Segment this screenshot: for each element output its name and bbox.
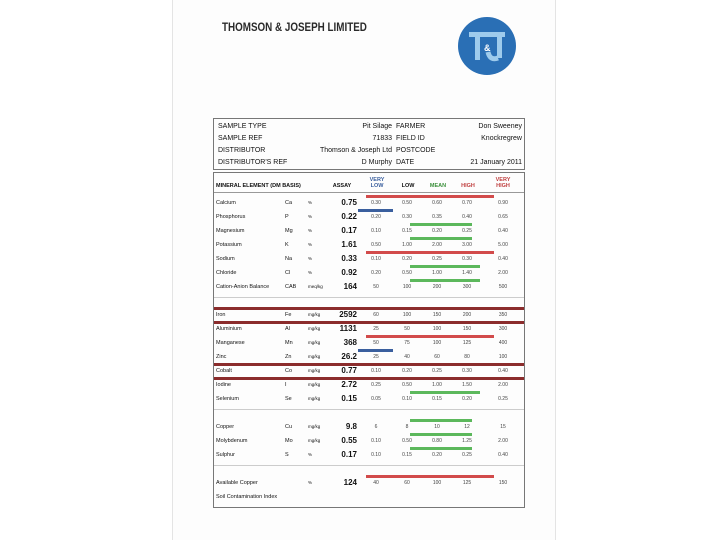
threshold-value: 0.20: [371, 214, 381, 220]
threshold-value: 0.65: [498, 214, 508, 220]
threshold-value: 2.00: [498, 382, 508, 388]
element-symbol: Se: [285, 396, 292, 402]
assay-value: 0.92: [341, 268, 357, 277]
element-symbol: Na: [285, 256, 293, 262]
table-row: [214, 351, 524, 363]
threshold-value: 0.70: [462, 200, 472, 206]
info-value-2: Knockregrew: [481, 135, 522, 142]
element-symbol: Cl: [285, 270, 291, 276]
table-row: [214, 323, 524, 335]
threshold-value: 300: [462, 284, 472, 290]
threshold-value: 0.10: [371, 368, 381, 374]
info-row: [214, 145, 524, 157]
col-high: HIGH: [461, 183, 475, 189]
threshold-value: 0.40: [498, 228, 508, 234]
info-row: [214, 157, 524, 169]
info-label-2: FARMER: [396, 123, 426, 130]
threshold-value: 80: [464, 354, 470, 360]
threshold-value: 150: [498, 480, 508, 486]
section-rule: [214, 465, 524, 466]
threshold-value: 50: [373, 340, 379, 346]
threshold-value: 50: [373, 284, 379, 290]
threshold-value: 100: [432, 326, 442, 332]
info-value: Thomson & Joseph Ltd: [320, 147, 392, 154]
table-row: [214, 449, 524, 461]
element-symbol: Mo: [285, 438, 293, 444]
threshold-value: 60: [373, 312, 379, 318]
threshold-value: 0.80: [432, 438, 442, 444]
threshold-value: 5.00: [498, 242, 508, 248]
table-row: [214, 421, 524, 433]
assay-value: 1131: [339, 324, 357, 333]
company-logo: [457, 16, 517, 76]
table-row: [214, 239, 524, 251]
element-symbol: CAB: [285, 284, 297, 290]
threshold-value: 0.10: [371, 438, 381, 444]
element-name: Iodine: [216, 382, 231, 388]
element-symbol: I: [285, 382, 287, 388]
threshold-value: 0.25: [462, 228, 472, 234]
info-row: [214, 121, 524, 133]
assay-value: 0.22: [341, 212, 357, 221]
assay-value: 1.61: [341, 240, 357, 249]
threshold-value: 0.40: [498, 452, 508, 458]
table-row: [214, 309, 524, 321]
table-row: [214, 477, 524, 489]
info-label: SAMPLE REF: [218, 135, 263, 142]
threshold-value: 500: [498, 284, 508, 290]
threshold-value: 0.30: [402, 214, 412, 220]
assay-value: 2.72: [341, 380, 357, 389]
threshold-value: 0.10: [371, 228, 381, 234]
info-label: SAMPLE TYPE: [218, 123, 267, 130]
info-label-2: POSTCODE: [396, 147, 436, 154]
threshold-value: 50: [404, 326, 410, 332]
assay-value: 0.17: [341, 226, 357, 235]
element-name: Cobalt: [216, 368, 232, 374]
threshold-value: 25: [373, 354, 379, 360]
element-unit: %: [308, 452, 313, 457]
info-row: [214, 133, 524, 145]
element-name: Selenium: [216, 396, 239, 402]
table-row: [214, 393, 524, 405]
element-symbol: Mn: [285, 340, 293, 346]
threshold-value: 1.25: [462, 438, 472, 444]
element-name: Sulphur: [216, 452, 235, 458]
threshold-value: 6: [374, 424, 378, 430]
element-unit: %: [308, 270, 313, 275]
assay-value: 26.2: [341, 352, 357, 361]
info-label: DISTRIBUTOR: [218, 147, 266, 154]
threshold-value: 0.15: [402, 452, 412, 458]
element-unit: meq/kg: [308, 284, 323, 289]
threshold-value: 0.15: [432, 396, 442, 402]
info-label-2: FIELD ID: [396, 135, 425, 142]
threshold-value: 0.20: [402, 368, 412, 374]
mineral-table: [213, 172, 525, 508]
threshold-value: 1.00: [402, 242, 412, 248]
threshold-value: 0.90: [498, 200, 508, 206]
threshold-value: 100: [432, 340, 442, 346]
col-very-low: VERY LOW: [369, 177, 385, 189]
sample-info-box: [213, 118, 525, 170]
element-unit: %: [308, 256, 313, 261]
threshold-value: 1.40: [462, 270, 472, 276]
element-symbol: Mg: [285, 228, 293, 234]
info-value: D Murphy: [361, 159, 392, 166]
element-unit: mg/kg: [308, 424, 321, 429]
info-value: 71833: [372, 135, 392, 142]
assay-value: 2592: [339, 310, 357, 319]
element-unit: %: [308, 242, 313, 247]
company-name: THOMSON & JOSEPH LIMITED: [222, 20, 367, 34]
assay-value: 164: [343, 282, 357, 291]
threshold-value: 400: [498, 340, 508, 346]
element-name: Aluminium: [216, 326, 242, 332]
assay-value: 368: [343, 338, 357, 347]
table-row: [214, 379, 524, 391]
threshold-value: 2.00: [498, 438, 508, 444]
element-unit: mg/kg: [308, 438, 321, 443]
element-symbol: Fe: [285, 312, 292, 318]
threshold-value: 0.25: [432, 256, 442, 262]
table-row: [214, 197, 524, 209]
element-unit: mg/kg: [308, 312, 321, 317]
threshold-value: 0.30: [462, 368, 472, 374]
threshold-value: 1.00: [432, 270, 442, 276]
element-unit: %: [308, 228, 313, 233]
assay-value: 0.33: [341, 254, 357, 263]
threshold-value: 125: [462, 480, 472, 486]
threshold-value: 1.00: [432, 382, 442, 388]
threshold-value: 0.40: [462, 214, 472, 220]
threshold-value: 200: [432, 284, 442, 290]
element-name: Manganese: [216, 340, 245, 346]
threshold-value: 60: [434, 354, 440, 360]
col-low: LOW: [401, 183, 415, 189]
element-unit: mg/kg: [308, 382, 321, 387]
assay-value: 124: [343, 478, 357, 487]
table-row: [214, 365, 524, 377]
element-name: Molybdenum: [216, 438, 248, 444]
element-unit: mg/kg: [308, 396, 321, 401]
threshold-value: 12: [464, 424, 470, 430]
threshold-value: 0.40: [498, 368, 508, 374]
element-name: Zinc: [216, 354, 227, 360]
col-mean: MEAN: [429, 183, 447, 189]
assay-value: 0.75: [341, 198, 357, 207]
element-name: Soil Contamination Index: [216, 494, 278, 500]
threshold-value: 0.25: [371, 382, 381, 388]
threshold-value: 0.30: [371, 200, 381, 206]
threshold-value: 0.20: [402, 256, 412, 262]
threshold-value: 100: [402, 284, 412, 290]
threshold-value: 0.10: [402, 396, 412, 402]
threshold-value: 0.20: [462, 396, 472, 402]
threshold-value: 0.40: [498, 256, 508, 262]
element-unit: mg/kg: [308, 368, 321, 373]
threshold-value: 125: [462, 340, 472, 346]
threshold-value: 0.25: [498, 396, 508, 402]
threshold-value: 0.10: [371, 452, 381, 458]
threshold-value: 350: [498, 312, 508, 318]
element-symbol: Zn: [285, 354, 292, 360]
threshold-value: 0.25: [462, 452, 472, 458]
threshold-value: 0.20: [432, 452, 442, 458]
table-row: [214, 225, 524, 237]
threshold-value: 150: [432, 312, 442, 318]
table-row: [214, 211, 524, 223]
info-label: DISTRIBUTOR'S REF: [218, 159, 288, 166]
element-name: Sodium: [216, 256, 235, 262]
threshold-value: 150: [462, 326, 472, 332]
info-value: Pit Silage: [362, 123, 392, 130]
table-row: [214, 253, 524, 265]
element-unit: mg/kg: [308, 354, 321, 359]
threshold-value: 0.60: [432, 200, 442, 206]
threshold-value: 60: [404, 480, 410, 486]
threshold-value: 0.50: [402, 438, 412, 444]
table-row: [214, 491, 524, 503]
threshold-value: 1.50: [462, 382, 472, 388]
element-unit: mg/kg: [308, 326, 321, 331]
threshold-value: 0.25: [432, 368, 442, 374]
threshold-value: 25: [373, 326, 379, 332]
threshold-value: 0.50: [402, 270, 412, 276]
element-unit: mg/kg: [308, 340, 321, 345]
threshold-value: 0.10: [371, 256, 381, 262]
threshold-value: 40: [404, 354, 410, 360]
assay-value: 0.15: [341, 394, 357, 403]
element-name: Available Copper: [216, 480, 258, 486]
section-rule: [214, 409, 524, 410]
section-rule: [214, 297, 524, 298]
element-name: Magnesium: [216, 228, 245, 234]
table-row: [214, 435, 524, 447]
element-name: Copper: [216, 424, 235, 430]
threshold-value: 0.50: [402, 382, 412, 388]
threshold-value: 15: [500, 424, 506, 430]
table-row: [214, 267, 524, 279]
threshold-value: 200: [462, 312, 472, 318]
threshold-value: 75: [404, 340, 410, 346]
threshold-value: 0.20: [432, 228, 442, 234]
info-label-2: DATE: [396, 159, 415, 166]
element-symbol: Cu: [285, 424, 293, 430]
element-unit: %: [308, 214, 313, 219]
info-value-2: Don Sweeney: [478, 123, 522, 130]
col-assay: ASSAY: [332, 183, 352, 189]
threshold-value: 3.00: [462, 242, 472, 248]
element-unit: %: [308, 480, 313, 485]
element-name: Chloride: [216, 270, 237, 276]
threshold-value: 2.00: [498, 270, 508, 276]
threshold-value: 10: [434, 424, 440, 430]
threshold-value: 0.20: [371, 270, 381, 276]
element-name: Calcium: [216, 200, 236, 206]
threshold-value: 0.50: [402, 200, 412, 206]
element-name: Iron: [216, 312, 226, 318]
element-symbol: Al: [285, 326, 290, 332]
threshold-value: 300: [498, 326, 508, 332]
threshold-value: 0.35: [432, 214, 442, 220]
threshold-value: 8: [405, 424, 409, 430]
element-symbol: P: [285, 214, 289, 220]
assay-value: 0.55: [341, 436, 357, 445]
element-symbol: S: [285, 452, 289, 458]
element-name: Phosphorus: [216, 214, 246, 220]
element-symbol: Co: [285, 368, 293, 374]
element-name: Potassium: [216, 242, 242, 248]
element-name: Cation-Anion Balance: [216, 284, 270, 290]
element-unit: %: [308, 200, 313, 205]
element-symbol: Ca: [285, 200, 293, 206]
threshold-value: 100: [402, 312, 412, 318]
info-value-2: 21 January 2011: [470, 159, 522, 166]
element-symbol: K: [285, 242, 289, 248]
col-element: MINERAL ELEMENT (DM BASIS): [216, 183, 301, 189]
threshold-value: 0.30: [462, 256, 472, 262]
threshold-value: 0.05: [371, 396, 381, 402]
threshold-value: 2.00: [432, 242, 442, 248]
col-very-high: VERY HIGH: [495, 177, 511, 189]
logo-ampersand: &: [484, 43, 491, 53]
threshold-value: 100: [432, 480, 442, 486]
table-row: [214, 337, 524, 349]
table-row: [214, 281, 524, 293]
header-rule: [214, 192, 524, 193]
threshold-value: 100: [498, 354, 508, 360]
threshold-value: 40: [373, 480, 379, 486]
threshold-value: 0.50: [371, 242, 381, 248]
assay-value: 9.8: [345, 422, 357, 431]
threshold-value: 0.15: [402, 228, 412, 234]
assay-value: 0.17: [341, 450, 357, 459]
assay-value: 0.77: [341, 366, 357, 375]
